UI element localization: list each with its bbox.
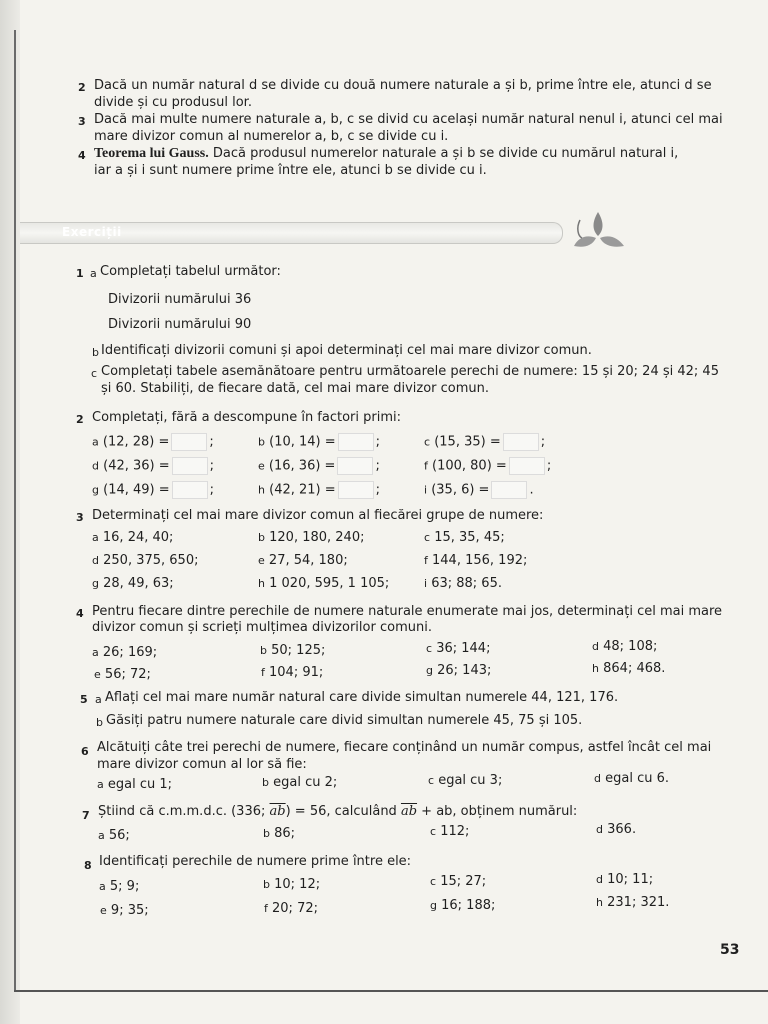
gcd-blank-item — [92, 433, 214, 451]
item-letter: h — [596, 896, 603, 909]
list-item — [596, 822, 636, 838]
text-part: + ab, obținem numărul: — [417, 804, 578, 819]
item-letter: e — [94, 668, 101, 681]
item-text: (16, 36) = — [268, 458, 336, 474]
item-letter: f — [424, 459, 428, 473]
exercise-text: mare divizor comun al lor să fie: — [97, 757, 307, 772]
item-letter: a — [95, 693, 102, 706]
list-item — [99, 879, 139, 895]
exercise-number: 7 — [82, 809, 90, 822]
list-item — [261, 665, 323, 681]
item-text: egal cu 1; — [107, 777, 173, 792]
list-item — [92, 530, 173, 546]
item-text: 26; 143; — [437, 663, 492, 678]
overlined-number: $\overline{ab}$ — [400, 804, 418, 819]
gcd-blank-item — [424, 433, 545, 451]
item-letter: c — [424, 531, 431, 544]
list-item — [424, 530, 505, 546]
item-letter: b — [262, 776, 269, 789]
table-row-label: Divizorii numărului 36 — [108, 292, 252, 307]
item-text: (15, 35) = — [434, 434, 501, 450]
list-item — [428, 773, 502, 789]
item-letter: c — [428, 774, 435, 787]
item-letter: a — [97, 778, 104, 791]
exercise-text: Completați, fără a descompune în factori primi: — [92, 410, 402, 425]
item-letter: b — [92, 346, 99, 359]
list-item — [92, 645, 157, 661]
item-end: ; — [375, 458, 380, 474]
item-text: 48; 108; — [603, 639, 658, 654]
item-letter: d — [596, 823, 603, 836]
overlined-number: $\overline{ab}$ — [269, 804, 286, 819]
exercise-text: Completați tabelul următor: — [100, 264, 281, 279]
item-letter: b — [263, 827, 270, 840]
item-text: 120, 180, 240; — [269, 530, 365, 545]
list-item — [596, 872, 653, 888]
exercise-number: 3 — [76, 511, 84, 524]
exercise-text: Aflați cel mai mare număr natural care divide simultan numerele 44, 121, 176. — [105, 690, 619, 705]
item-end: ; — [209, 434, 214, 450]
item-text: 1 020, 595, 1 105; — [269, 576, 390, 591]
theory-line: Dacă un număr natural d se divide cu două numere naturale a și b, prime între ele, atunci d se — [94, 78, 712, 93]
theory-line: Dacă mai multe numere naturale a, b, c se divid cu același număr natural nenul i, atunci cel mai — [94, 112, 723, 127]
text-part: ) = 56, calculând — [285, 804, 401, 819]
gcd-blank-item — [258, 433, 380, 451]
item-end: ; — [209, 482, 215, 498]
theory-text: Dacă produsul numerelor naturale a și b se divide cu numărul natural i, — [212, 146, 679, 161]
item-letter: a — [90, 267, 97, 280]
item-text: (100, 80) = — [432, 458, 507, 474]
binding-edge — [0, 0, 20, 1024]
theory-number: 3 — [78, 115, 86, 128]
theory-line: divide și cu produsul lor. — [94, 95, 252, 110]
item-text: (14, 49) = — [103, 482, 170, 498]
theory-line — [94, 146, 678, 162]
item-letter: c — [430, 875, 437, 888]
item-text: 26; 169; — [102, 645, 158, 660]
item-text: 144, 156, 192; — [432, 553, 528, 568]
item-text: 27, 54, 180; — [268, 553, 348, 568]
item-letter: a — [92, 531, 99, 544]
item-text: 15, 35, 45; — [434, 530, 505, 545]
item-text: 56; 72; — [104, 667, 151, 682]
item-letter: a — [98, 829, 105, 842]
list-item — [264, 901, 318, 917]
bottom-rule — [14, 990, 768, 992]
item-letter: d — [594, 772, 601, 785]
answer-box[interactable] — [172, 457, 208, 475]
gcd-blank-item — [424, 481, 534, 499]
exercise-text: divizor comun și scrieți mulțimea divizorilor comuni. — [92, 620, 432, 635]
item-letter: b — [258, 531, 265, 544]
item-letter: d — [92, 459, 99, 473]
item-letter: f — [264, 902, 268, 915]
gauss-theorem-title: Teorema lui Gauss. — [94, 146, 209, 161]
answer-box[interactable] — [171, 433, 207, 451]
item-text: 10; 11; — [607, 872, 654, 887]
answer-box[interactable] — [337, 457, 373, 475]
item-letter: d — [596, 873, 603, 886]
trefoil-logo-icon — [572, 208, 628, 252]
item-letter: b — [258, 435, 265, 449]
list-item — [97, 777, 172, 793]
list-item — [592, 639, 657, 655]
gcd-blank-item — [258, 481, 380, 499]
item-letter: i — [424, 483, 428, 497]
item-text: 366. — [607, 822, 637, 837]
exercise-text: Determinați cel mai mare divizor comun al fiecărei grupe de numere: — [92, 508, 544, 523]
list-item — [100, 903, 149, 919]
list-item — [430, 874, 486, 890]
list-item — [258, 576, 389, 592]
item-letter: h — [592, 662, 599, 675]
answer-box[interactable] — [491, 481, 527, 499]
list-item — [430, 824, 469, 840]
list-item — [430, 898, 495, 914]
item-letter: g — [92, 577, 99, 590]
item-letter: a — [92, 435, 99, 449]
exercise-number: 6 — [81, 745, 89, 758]
gcd-blank-item — [92, 481, 214, 499]
list-item — [258, 530, 364, 546]
item-text: (42, 21) = — [269, 482, 336, 498]
exercise-number: 2 — [76, 413, 84, 426]
item-text: (42, 36) = — [103, 458, 170, 474]
item-text: 9; 35; — [110, 903, 149, 918]
item-text: 56; — [108, 828, 130, 843]
item-letter: i — [424, 577, 428, 590]
item-letter: d — [92, 554, 99, 567]
item-letter: g — [92, 483, 99, 497]
list-item — [263, 826, 295, 842]
item-text: 104; 91; — [269, 665, 324, 680]
exercise-number: 4 — [76, 607, 84, 620]
item-text: 5; 9; — [109, 879, 140, 894]
answer-box[interactable] — [338, 481, 374, 499]
item-text: 50; 125; — [271, 643, 326, 658]
exercise-number: 1 — [76, 267, 84, 280]
item-end: . — [529, 482, 534, 498]
item-text: (10, 14) = — [269, 434, 336, 450]
answer-box[interactable] — [509, 457, 545, 475]
list-item — [258, 553, 348, 569]
item-letter: g — [426, 664, 433, 677]
item-text: 20; 72; — [272, 901, 318, 916]
item-letter: c — [91, 367, 98, 380]
item-letter: a — [92, 646, 99, 659]
item-letter: b — [260, 644, 267, 657]
item-text: 15; 27; — [440, 874, 487, 889]
item-text: 63; 88; 65. — [431, 576, 502, 591]
list-item — [426, 641, 490, 657]
item-text: 16; 188; — [441, 898, 496, 913]
list-item — [94, 667, 151, 683]
list-item — [92, 553, 198, 569]
exercise-number: 5 — [80, 693, 88, 706]
item-end: ; — [375, 434, 381, 450]
item-letter: d — [592, 640, 599, 653]
gcd-blank-item — [258, 457, 380, 475]
item-text: 112; — [440, 824, 470, 839]
table-row-label: Divizorii numărului 90 — [108, 317, 252, 332]
exercise-text: Identificați divizorii comuni și apoi determinați cel mai mare divizor comun. — [101, 343, 592, 358]
item-letter: a — [99, 880, 106, 893]
item-letter: c — [424, 435, 431, 449]
list-item — [596, 895, 669, 911]
item-letter: c — [426, 642, 433, 655]
theory-number: 2 — [78, 81, 86, 94]
item-letter: e — [258, 554, 265, 567]
item-text: 250, 375, 650; — [103, 553, 199, 568]
theory-number: 4 — [78, 149, 86, 162]
exercise-text: Găsiți patru numere naturale care divid simultan numerele 45, 75 și 105. — [106, 713, 583, 728]
item-text: egal cu 6. — [605, 771, 670, 786]
exercise-text: și 60. Stabiliți, de fiecare dată, cel mai mare divizor comun. — [101, 381, 490, 396]
item-end: ; — [546, 458, 552, 474]
item-text: 86; — [274, 826, 296, 841]
gcd-blank-item — [424, 457, 551, 475]
item-letter: f — [261, 666, 265, 679]
item-text: egal cu 3; — [438, 773, 503, 788]
list-item — [92, 576, 174, 592]
item-letter: g — [430, 899, 437, 912]
exercise-text — [98, 804, 577, 820]
list-item — [98, 828, 130, 844]
item-text: 36; 144; — [436, 641, 491, 656]
answer-box[interactable] — [338, 433, 374, 451]
theory-line: iar a și i sunt numere prime între ele, atunci b se divide cu i. — [94, 163, 487, 178]
item-letter: h — [258, 577, 265, 590]
list-item — [424, 576, 502, 592]
answer-box[interactable] — [503, 433, 539, 451]
list-item — [424, 553, 527, 569]
margin-line — [14, 30, 16, 990]
item-letter: e — [258, 459, 265, 473]
item-letter: b — [263, 878, 270, 891]
text-part: Știind că c.m.m.d.c. (336; — [98, 804, 270, 819]
gcd-blank-item — [92, 457, 214, 475]
theory-line: mare divizor comun al numerelor a, b, c se divide cu i. — [94, 129, 449, 144]
item-letter: b — [96, 716, 103, 729]
exercise-number: 8 — [84, 859, 92, 872]
item-text: 10; 12; — [274, 877, 321, 892]
answer-box[interactable] — [172, 481, 208, 499]
exercise-text: Identificați perechile de numere prime între ele: — [99, 854, 412, 869]
item-text: 231; 321. — [607, 895, 670, 910]
item-text: (12, 28) = — [102, 434, 170, 450]
item-end: ; — [375, 482, 381, 498]
list-item — [594, 771, 669, 787]
item-letter: c — [430, 825, 437, 838]
exercise-text: Pentru fiecare dintre perechile de numere naturale enumerate mai jos, determinați cel mai mare — [92, 604, 723, 619]
item-text: 864; 468. — [603, 661, 666, 676]
exercise-text: Alcătuiți câte trei perechi de numere, fiecare conținând un număr compus, astfel încât cel mai — [97, 740, 712, 755]
item-letter: h — [258, 483, 265, 497]
exercise-text: Completați tabele asemănătoare pentru următoarele perechi de numere: 15 și 20; 24 și 42; 45 — [101, 364, 719, 379]
item-end: ; — [209, 458, 215, 474]
item-text: (35, 6) = — [431, 482, 490, 498]
list-item — [263, 877, 320, 893]
item-end: ; — [540, 434, 546, 450]
list-item — [426, 663, 491, 679]
item-text: 16, 24, 40; — [102, 530, 174, 545]
list-item — [260, 643, 325, 659]
item-letter: f — [424, 554, 428, 567]
banner-title: Exerciții — [62, 225, 122, 239]
list-item — [592, 661, 665, 677]
page-number: 53 — [720, 942, 740, 958]
item-letter: e — [100, 904, 107, 917]
item-text: 28, 49, 63; — [103, 576, 174, 591]
list-item — [262, 775, 337, 791]
exercises-banner — [20, 218, 568, 246]
item-text: egal cu 2; — [273, 775, 338, 790]
